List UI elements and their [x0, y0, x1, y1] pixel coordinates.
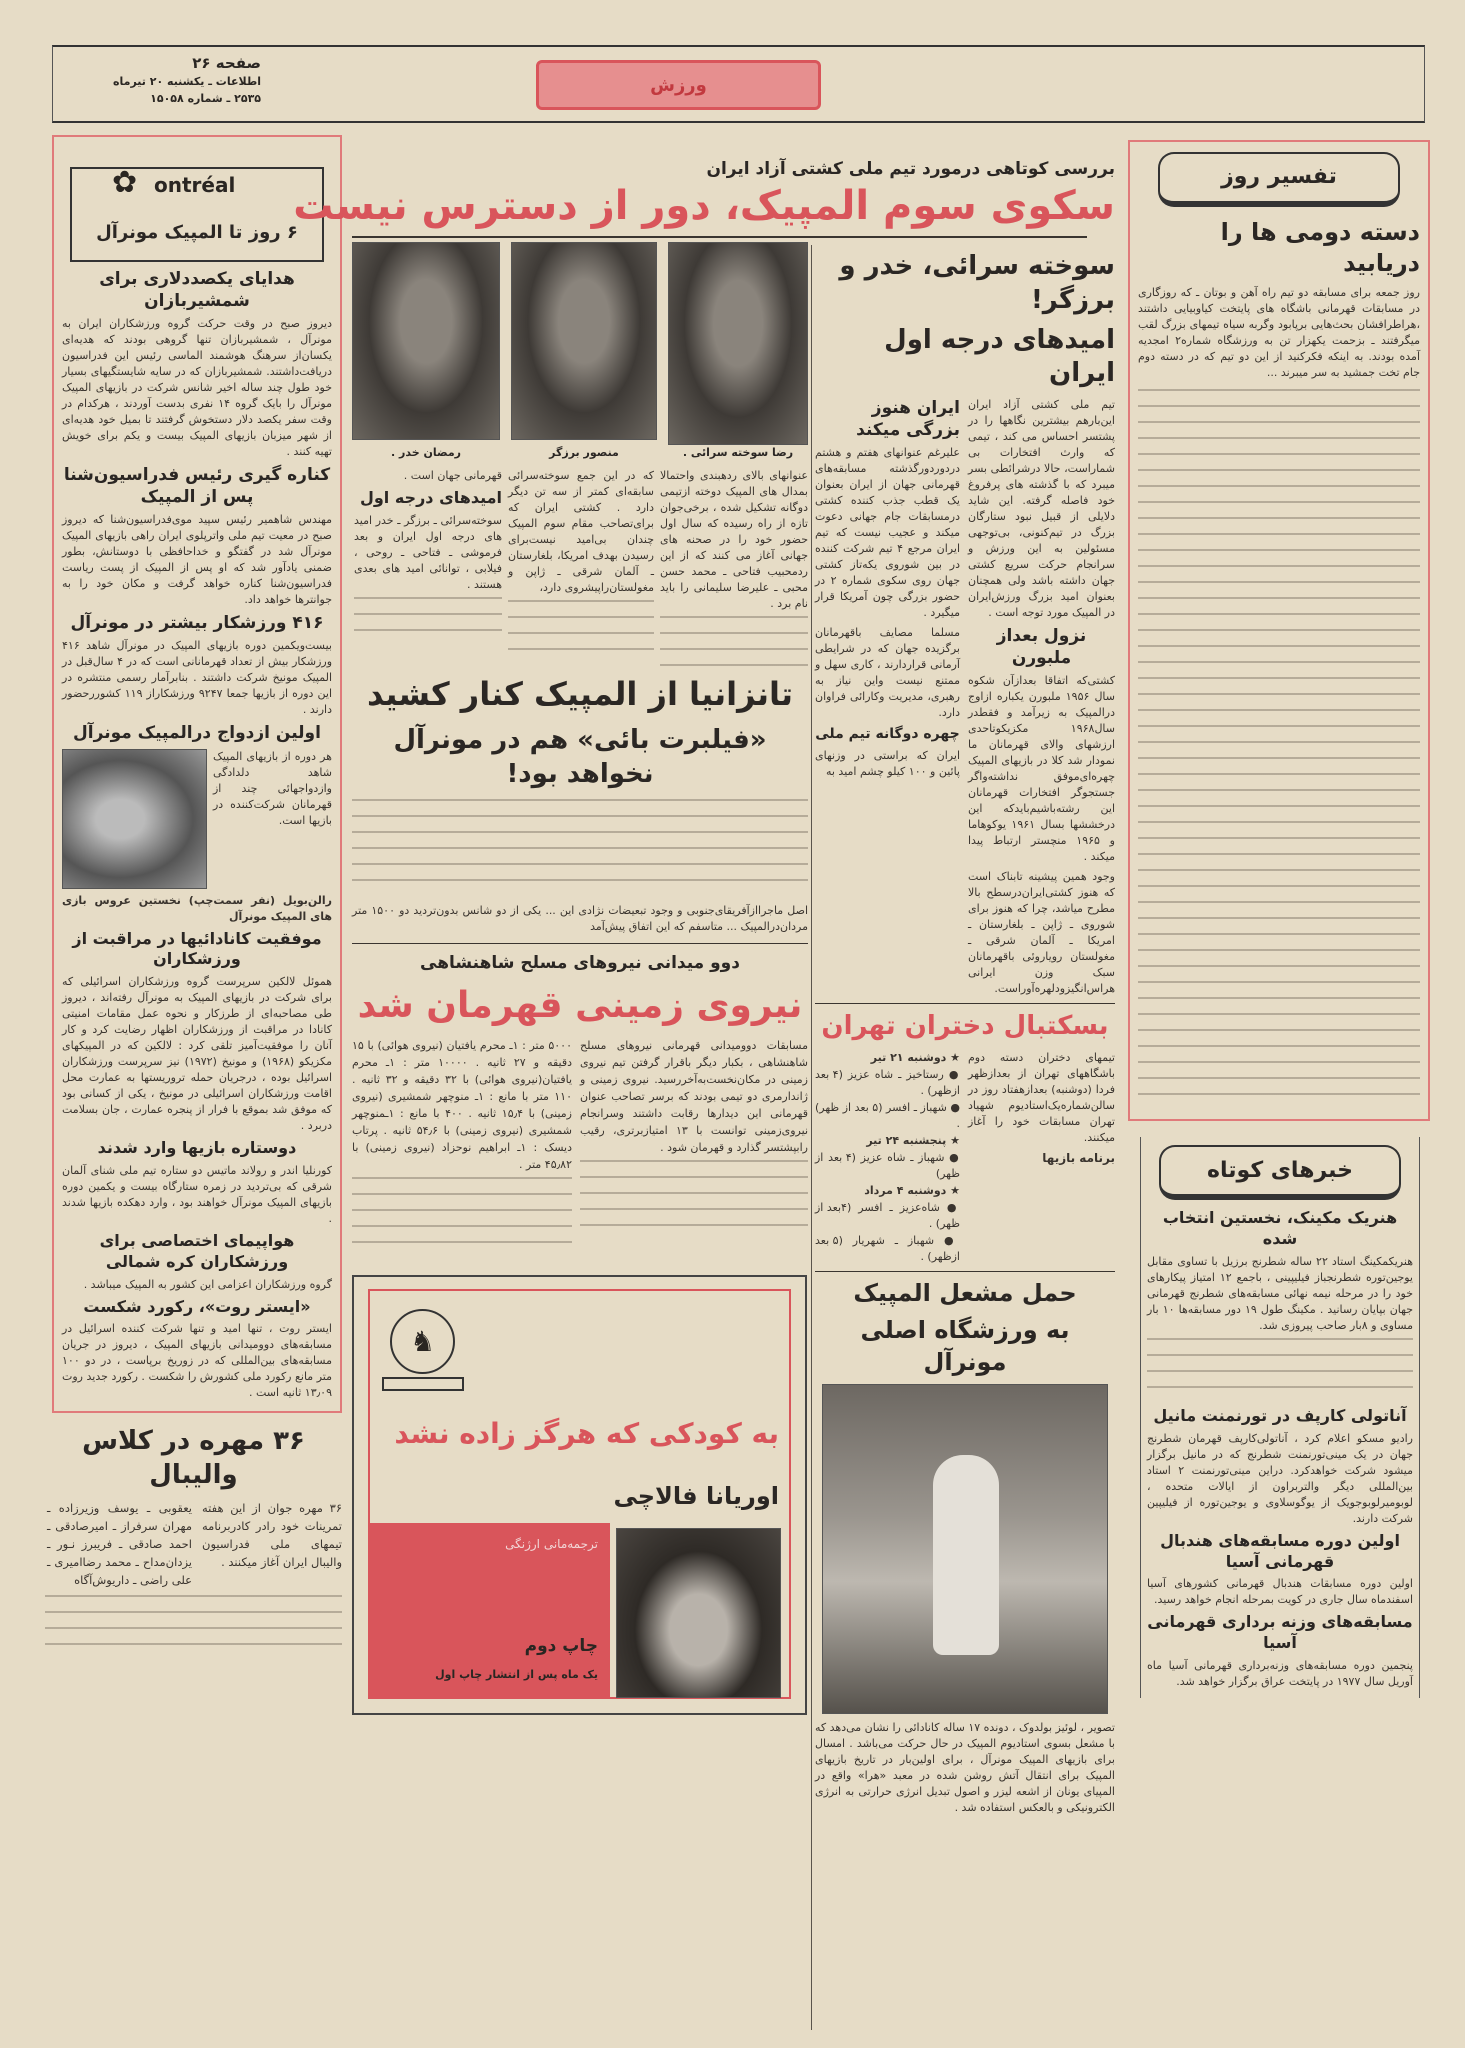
photo-row: [352, 242, 808, 460]
text-lines: [352, 799, 808, 895]
army-kicker: دوو میدانی نیروهای مسلح شاهنشاهی: [420, 953, 740, 974]
intro-text: تیم ملی کشتی آزاد ایران این‌بارهم بیشترین نگاهها را در پشتسر احساس می کند ، تیمی که وارث افتخارات بی شماراست، حالا درشرائطی بسر میبرد که با گذشته های پرفروغ خود فاصله گرفته. این شاید دلایلی از قبیل نبود ستارگان بزرگ در تیم‌کنونی، بی‌توجهی مسئولین به این ورزش و سرانجام حرکت سریع کشتی جهان داشته باشد ولی همچنان بعنوان امید بزرگ ورزش‌ایران در المپیک مورد توجه است .: [968, 398, 1115, 620]
volleyball-names: یعقوبی ـ یوسف وزیرزاده ـ مهران سرفراز ـ امیرصادقی ـ احمد صادقی ـ فریبرز نـور ـ یزدان‌مداح ـ محمد رضاامیری ـ علی راضی ـ داریوش‌آگاه: [47, 1500, 192, 1587]
subhead: امیدهای درجه اول: [359, 488, 502, 508]
article-body: هر دوره از بازیهای المپیک شاهد دلدادگی وازدواجهائی چند از قهرمانان شرکت‌کننده در بازیها است.: [213, 749, 332, 827]
article-body: کورنلیا اندر و رولاند ماتیس دو ستاره تیم ملی شنای آلمان شرقی که بی‌تردید در زمره ستارگاه بیست و یکمین دوره بازیهای المپیک مونرآل خواهند بود ، وارد دهکده بازیها شدند .: [62, 1163, 332, 1225]
schedule-item: ● شهباز ـ شاه عزیز (۴ بعد از ظهر): [815, 1151, 960, 1181]
main-headline: سکوی سوم المپیک، دور از دسترس نیست: [293, 183, 1115, 229]
text-lines: [1138, 389, 1420, 1109]
basketball-intro: تیمهای دختران دسته دوم باشگاههای تهران از بعدازظهر فردا (دوشنبه) بعدازهفتاد روز در سالن‌شماره‌یک‌استادیوم شهیاد تهران مسابقات خود را آغاز میکنند.: [968, 1051, 1115, 1145]
text-lines: [508, 600, 654, 650]
news-title: آناتولی کارپف در تورنمنت مانیل: [1153, 1405, 1407, 1425]
basketball-schedule: [815, 1050, 960, 1265]
main-kicker: بررسی کوتاهی درمورد تیم ملی کشتی آزاد ایران: [706, 159, 1115, 179]
article-body: که در این جمع سوخته‌سرائی سابقه‌ای کمتر از سه تن دیگر دارد . کشتی ایران که برای‌تصاحب مقام سوم المپیک چندان بی‌امید نیست‌برای رسیدن بهدف امریکا، بلغارستان ـ آلمان شرقی ـ ژاپن و مغولستان‌راپیشروی دارد،: [508, 469, 654, 595]
center-left-column: [352, 242, 808, 1715]
article-body: وجود همین پیشینه تابناک است که هنوز کشتی‌ایران‌درسطح بالا مطرح میاشد، چرا که هنوز برای شوروی ـ ژاپن ـ بلغارستان ـ امریکا ـ آلمان شرقی ـ مغولستان رویاروئی باقهرمانان سبک وزن ایرانی هراس‌انگیزودلهره‌آوراست.: [968, 870, 1115, 996]
tanzania-subhead: «فیلبرت بائی» هم در مونرآل نخواهد بود!: [393, 724, 767, 789]
schedule-item: ★ دوشنبه ۴ مرداد: [864, 1184, 960, 1198]
countdown-title: ۶ روز تا المپیک مونرآل: [96, 222, 298, 243]
article-title: ۴۱۶ ورزشکار بیشتر در مونرآل: [70, 613, 324, 634]
text-lines: [354, 597, 502, 631]
news-body: پنجمین دوره مسابقه‌های وزنه‌برداری قهرمانی آسیا ماه آوریل سال ۱۹۷۷ در پایتخت عراق برگزار خواهد شد.: [1147, 1658, 1413, 1688]
olympic-rings-icon: ✿: [112, 165, 138, 200]
volleyball-article: [45, 1425, 342, 1655]
wrestler-photo: [668, 242, 808, 445]
side-headline: امیدهای درجه اول ایران: [884, 324, 1115, 389]
book-ad: [352, 1275, 807, 1715]
editorial-text: روز جمعه برای مسابقه دو تیم راه آهن و بوتان ـ که روزگاری در مسابقات قهرمانی باشگاه های پایتخت کیاوبیایی داشتند ،هراطرافشان بحث‌هایی برپابود وگربه سیاه تیمهای بزرگ لقب میگرفتند ـ بزحمت یکهزار تن به ورزشگاه شماره۲ امجدیه آمده بودند. به اینکه فکرکنید از این دو تیم که در دسته دوم جام تخت جمشید به سر میبرند ...: [1138, 286, 1421, 380]
basketball-columns: [815, 1050, 1115, 1265]
section-label: ورزش: [650, 74, 707, 96]
photo-caption: رمضان خدر .: [391, 446, 461, 459]
schedule-item: ● شهباز ـ افسر (۵ بعد از ظهر) .: [815, 1101, 960, 1131]
subhead: نزول بعداز ملبورن: [996, 626, 1087, 669]
runner-figure: [933, 1455, 999, 1655]
left-articles: [62, 268, 332, 1401]
photo-caption: منصور برزگر: [549, 446, 619, 459]
basketball-headline: بسکتبال دختران تهران: [821, 1011, 1109, 1042]
wrestler-photo: [352, 242, 500, 440]
article-body: علیرغم عنوانهای هفتم و هشتم دردوردورگذشته مسابقه‌های قهرمانی جهان از ایران بعنوان یک قطب جذب کننده کشتی درمسابقات جام جهانی دعوت میکند و عجیب نیست که تیم ایران مرجع ۴ تیم شرکت کننده در بین شوروی یکه‌تاز کشتی جهان روی سکوی شماره ۲ در حضور بزرگی چون آمریکا قرار میگیرد .: [815, 446, 960, 620]
article-body: مهندس شاهمیر رئیس سپید موی‌فدراسیون‌شنا که دیروز صبح در معیت تیم ملی واترپلوی ایران راهی بازیهای المپیک مونرآل شد در گفتگو و خداحافظی با دوستانش، بطور ضمنی یادآور شد که او پس از المپیک از پست ریاست فدراسیون‌شنا کناره خواهد گرفت و مکان خود را به جوانترها خواهد داد.: [62, 513, 332, 607]
ad-edition-note: یک ماه پس از انتشار چاپ اول: [435, 1668, 598, 1682]
schedule-item: ● رستاخیز ـ شاه عزیز (۴ بعد ازظهر) .: [815, 1068, 960, 1098]
article-title: دوستاره بازیها وارد شدند: [97, 1138, 297, 1158]
wedding-photo: [62, 749, 207, 889]
short-news-box: [1140, 1137, 1420, 1698]
subhead: ایران هنوز بزرگی میکند: [856, 398, 960, 441]
wrestling-side-columns: [815, 397, 1115, 997]
publisher-label: [382, 1377, 464, 1391]
short-news-list: [1147, 1208, 1413, 1690]
article-body: ایستر روت ، تنها امید و تنها شرکت کننده اسرائیل در مسابقه‌های دوومیدانی بازیهای المپیک ، دیروز در جریان مسابقه‌های بین‌المللی که در زوریخ برپاست ، در دو ۱۰۰ متر مانع رکورد ملی کشورش را شکست . رکورد جدید روت ۱۳٫۰۹ ثانیه است .: [62, 1322, 332, 1400]
photo-caption: رالن‌بویل (نفر سمت‌چپ) نخستین عروس بازی های المپیک مونرآل: [62, 893, 332, 923]
divider: [815, 1271, 1115, 1272]
dateline: اطلاعات ـ یکشنبه ۲۰ تیرماه: [113, 75, 261, 88]
schedule-item: ★ دوشنبه ۲۱ تیر: [870, 1051, 960, 1065]
text-lines: [660, 616, 808, 666]
ad-edition: چاپ دوم: [524, 1636, 598, 1657]
article-body: مسلما مصایف باقهرمانان برگزیده جهان که در شرایطی آرمانی قراردارند ، کاری سهل و ممتنع نیست واین نیاز به رهبری، مدیریت وکارائی فراوان دارد.: [815, 626, 960, 720]
article-body: دیروز صبح در وقت حرکت گروه ورزشکاران ایران به مونرآل ، شمشیربازان تنها گروهی بودند که هدیه‌ای یکسان‌از سرهنگ هوشمند الماسی رئیس این فدراسیون دریافت‌داشتند. شمشیربازان که در سایه شایستگیهای بسیار خود طول چند ساله اخیر شانس شرکت در بازیهای المپیک مونرآل را بایک گروه ۱۴ نفری بدست آوردند ، هرکدام در وقت سفر یکصد دلار دستخوش گرفتند تا بمیل خود هدیه‌ای از شهر میزبان بازیهای المپیک بیست و یکم برای خویش تهیه کنند .: [62, 317, 333, 459]
page-info: [71, 53, 261, 107]
tanzania-headline: تانزانیا از المپیک کنار کشید: [366, 675, 794, 714]
army-headline: نیروی زمینی قهرمان شد: [357, 984, 803, 1026]
ad-inner-frame: [368, 1289, 791, 1699]
column-rule: [811, 245, 812, 2030]
side-headline: سوخته سرائی، خدر و برزگر!: [839, 251, 1115, 315]
article-body: بیست‌ویکمین دوره بازیهای المپیک در مونرآل شاهد ۴۱۶ ورزشکار بیش از تعداد قهرمانانی است که در ۴ سال‌قبل در المپیک مونیخ شرکت داشتند . بنابرآمار رسمی منتشره در این دوره از بازیها جمعا ۹۲۴۷ ورزشکاراز ۱۱۹ کشوررحضور دارند .: [62, 639, 333, 717]
ad-red-panel: [370, 1523, 610, 1699]
news-title: مسابقه‌های وزنه برداری قهرمانی آسیا: [1147, 1612, 1413, 1653]
subhead: چهره دوگانه تیم ملی: [815, 726, 960, 743]
article-body: کشتی‌که اتفاقا بعدازآن شکوه سال ۱۹۵۶ ملبورن یکباره ازاوج درالمپیک به زیرآمد و فقطدر سال۱۹۶۸ مکزیکوتاحدی ارزشهای والای قهرمانان ما نمودار شد کلا در بازیهای المپیک چهره‌ای‌موفق نداشته‌واگر جستجوگر افتخارات قهرمانان این رشته‌باشیم‌بایدکه این درخششها بسال ۱۹۶۱ یوکوهاما و ۱۹۶۵ منچستر ارتباط پیدا میکند .: [968, 674, 1116, 864]
schedule-item: ★ پنجشنبه ۲۴ تیر: [866, 1134, 960, 1148]
section-label-box: [536, 60, 821, 110]
masthead: [52, 45, 1425, 123]
army-results: ۵۰۰۰ متر : ۱ـ محرم یافتیان (نیروی هوائی) با ۱۵ دقیقه و ۲۷ ثانیه . ۱۰۰۰۰ متر : ۱ـ محرم یافتیان(نیروی هوائی) با ۳۲ دقیقه و ۳۲ ثانیه . ۱۱۰ متر با مانع : ۱ـ منوچهر شمشیری (نیروی زمینی) با ۱۵٫۴ ثانیه . ۴۰۰ با مانع : ۱ـمنوچهر شمشیری (نیروی زمینی) با ۵۴٫۶ ثانیه . پرتاب دیسک : ۱ـ ابراهیم نوحزاد (نیروی زمینی) با ۴۵٫۸۲ متر .: [352, 1039, 573, 1172]
army-text: مسابقات دوومیدانی قهرمانی نیروهای مسلح شاهنشاهی ، بکبار دیگر باقرار گرفتن تیم نیروی زمینی در مکان‌نخست‌به‌آخررسید. نیروی زمینی و ژاندارمری دو تیمی بودند که برسر تصاحب عنوان قهرمانی این دیدارها رقابت داشتند وسرانجام نیروی‌زمینی توانست با ۱۳ امتیازبرتری، رقیب رابپشتسر گذارد و قهرمان شود .: [580, 1039, 809, 1155]
torch-headline: حمل مشعل المپیک: [853, 1279, 1077, 1308]
article-title: کناره گیری رئیس فدراسیون‌شنا پس از المپیک: [63, 465, 331, 508]
montreal-logo: ontréal: [154, 173, 236, 197]
article-body: سوخته‌سرائی ـ برزگر ـ خدر امید های درجه اول ایران و بعد فرموشی ـ فتاحی ـ روحی ، فیلابی ، توانائی امید های بعدی هستند .: [354, 514, 502, 592]
editorial-title: تفسیر روز: [1221, 164, 1337, 190]
short-news-title-box: [1159, 1145, 1401, 1200]
torch-runner-photo: [822, 1384, 1108, 1714]
news-title: اولین دوره مسابقه‌های هندبال قهرمانی آسیا: [1160, 1530, 1400, 1571]
center-right-column: [815, 250, 1115, 1816]
article-title: «ایستر روت»، رکورد شکست: [83, 1296, 311, 1316]
article-body: گروه ورزشکاران اعزامی این کشور به المپیک میباشد .: [83, 1277, 332, 1291]
text-lines: [352, 1177, 572, 1257]
ad-translator: ترجمه‌مانی ارژنگی: [505, 1537, 598, 1552]
right-column: [1128, 140, 1430, 1698]
editorial-headline: دسته دومی ها را دریابید: [1220, 218, 1420, 278]
publisher-logo: ♞: [390, 1309, 455, 1374]
left-column-wrapper: [45, 135, 342, 1655]
article-title: هدایای یکصددلاری برای شمشیربازان: [99, 269, 295, 312]
text-lines: [45, 1595, 342, 1655]
volleyball-text: ۳۶ مهره جوان از این هفته تمرینات خود رادر کادربرنامه تیمهای ملی فدراسیون والیبال ایران آغاز میکنند .: [202, 1500, 342, 1569]
short-news-title: خبرهای کوتاه: [1207, 1157, 1353, 1183]
page-number: صفحه ۲۶: [192, 54, 261, 72]
divider: [815, 1003, 1115, 1004]
divider: [352, 236, 1087, 238]
article-body: قهرمانی جهان است .: [403, 469, 502, 483]
text-lines: [580, 1160, 808, 1240]
army-columns: [352, 1037, 808, 1257]
left-column: [52, 135, 342, 1413]
news-title: هنریک مکینک، نخستین انتخاب شده: [1162, 1208, 1398, 1249]
montreal-logo-box: [70, 167, 324, 262]
volleyball-headline: ۳۶ مهره در کلاس والیبال: [82, 1426, 305, 1491]
article-body: عنوانهای بالای ردهبندی واحتمالا بمدال های المپیک دوخته ازتیمی دوگانه تشکیل شده ، برخی‌جوان تازه از راه رسیده که سال اول حضور خود را در صحنه های جهانی آغاز می کنند که از این ردمحبیب فتاحی ـ محمد حسن محبی ـ علیرضا سلیمانی را باید نام برد .: [660, 469, 808, 611]
basketball-program-label: برنامه بازیها: [1042, 1151, 1115, 1166]
schedule-item: ● شاه‌عزیز ـ افسر (۴بعد از ظهر) .: [815, 1201, 960, 1231]
wrestler-photo: [511, 242, 657, 440]
article-body: هموئل لالکین سرپرست گروه ورزشکاران اسرائیلی که برای شرکت در بازیهای المپیک به مونرآل رفته‌اند ، دیروز طی مصاحبه‌ای از طرزکار و نحوه عمل مقامات امنیتی کانادا در مراقبت از ورزشکاران اظهار رضایت کرد و کار آنان را موفقیت‌آمیز تلقی کرد : لالکین که در المپیکهای مکزیکو (۱۹۶۸) و مونیخ (۱۹۷۲) نیز سرپرست ورزشکاران اسرائیل بوده ، درجریان حمله تروریستها به عمارت محل اقامت ورزشکاران اسرائیلی در مونیخ ، یکی از کسانی بود که موفق شد بموقع با فرار از پنجره عمارت ، جان بسلامت دربرد .: [62, 975, 332, 1133]
text-lines: [1147, 1338, 1413, 1402]
article-title: هواپیمای اختصاصی برای ورزشکاران کره شمالی: [99, 1230, 295, 1271]
article-title: اولین ازدواج درالمپیک مونرآل: [73, 723, 321, 744]
ad-book-title: به کودکی که هرگز زاده نشد: [394, 1417, 779, 1451]
article-body: ایران که براستی در وزنهای پائین و ۱۰۰ کیلو چشم امید به: [815, 748, 960, 778]
torch-headline: به ورزشگاه اصلی مونرآل: [860, 1316, 1070, 1376]
photo-caption: رضا سوخته سرائی .: [682, 446, 794, 459]
news-body: رادیو مسکو اعلام کرد ، آناتولی‌کارپف قهرمان شطرنج جهان در یک مینی‌تورنمنت شطرنج که در مانیل برگزار میشود شرکت خواهدکرد. دراین مینی‌تورنمنت ۲ استاد بین‌المللی دیگر والتربراون از ایالات متحده ، لوبومیرلوبوجویک از یوگوسلاوی و یوجین‌توره از فیلیپین شرکت دارند.: [1147, 1431, 1413, 1525]
editorial-box: [1128, 140, 1430, 1121]
issue-number: ۲۵۳۵ ـ شماره ۱۵۰۵۸: [150, 92, 261, 105]
torch-text: تصویر ، لوئیز بولدوک ، دونده ۱۷ ساله کانادائی را نشان می‌دهد که با مشعل بسوی استادیوم المپیک در حال حرکت می‌باشد . امسال برای بازیهای المپیک مونرآل ، برای اولین‌بار در تاریخ بازیهای المپیک برای انتقال آتش روشن شده در معبد «هرا» واقع در المپیای یونان از اشعه لیزر و اصول تبدیل انرژی حرارتی به انرژی الکترونیکی و بالعکس استفاده شد .: [815, 1720, 1115, 1814]
editorial-title-box: [1158, 152, 1400, 207]
news-body: هنریکمکینگ استاد ۲۲ ساله شطرنج برزیل با تساوی مقابل یوجین‌توره شطرنجباز فیلیپینی ، باجمع ۱۲ امتیاز پیکارهای خود را در مرحله نیمه نهائی مسابقه‌های شطرنج قهرمانی جهان بپایان رسانید . مکینگ طول ۱۹ دور مسابقه‌ها ۱۰ بار مساوی و ۸بار صاحب پیروزی شد.: [1147, 1254, 1413, 1332]
divider: [352, 943, 808, 944]
tanzania-text: اصل ماجرا‌ازآفریقای‌جنوبی و وجود تبعیضات نژادی این ... یکی از دو شانس بدون‌تردید دو ۱۵۰۰ متر مردان‌درالمپیک ... متاسفم که این اتفاق پیش‌آمد: [352, 904, 808, 934]
article-title: موفقیت کانادائیها در مراقبت از ورزشکاران: [72, 928, 322, 969]
wrestling-columns: [352, 468, 808, 666]
author-photo: [616, 1528, 781, 1698]
schedule-item: ● شهباز ـ شهریار (۵ بعد ازظهر) .: [815, 1234, 960, 1264]
ad-author: اوریانا فالاچی: [613, 1482, 779, 1511]
news-body: اولین دوره مسابقات هندبال قهرمانی کشورهای آسیا اسفندماه سال جاری در کویت بمرحله انجام خواهد رسید.: [1147, 1577, 1413, 1607]
